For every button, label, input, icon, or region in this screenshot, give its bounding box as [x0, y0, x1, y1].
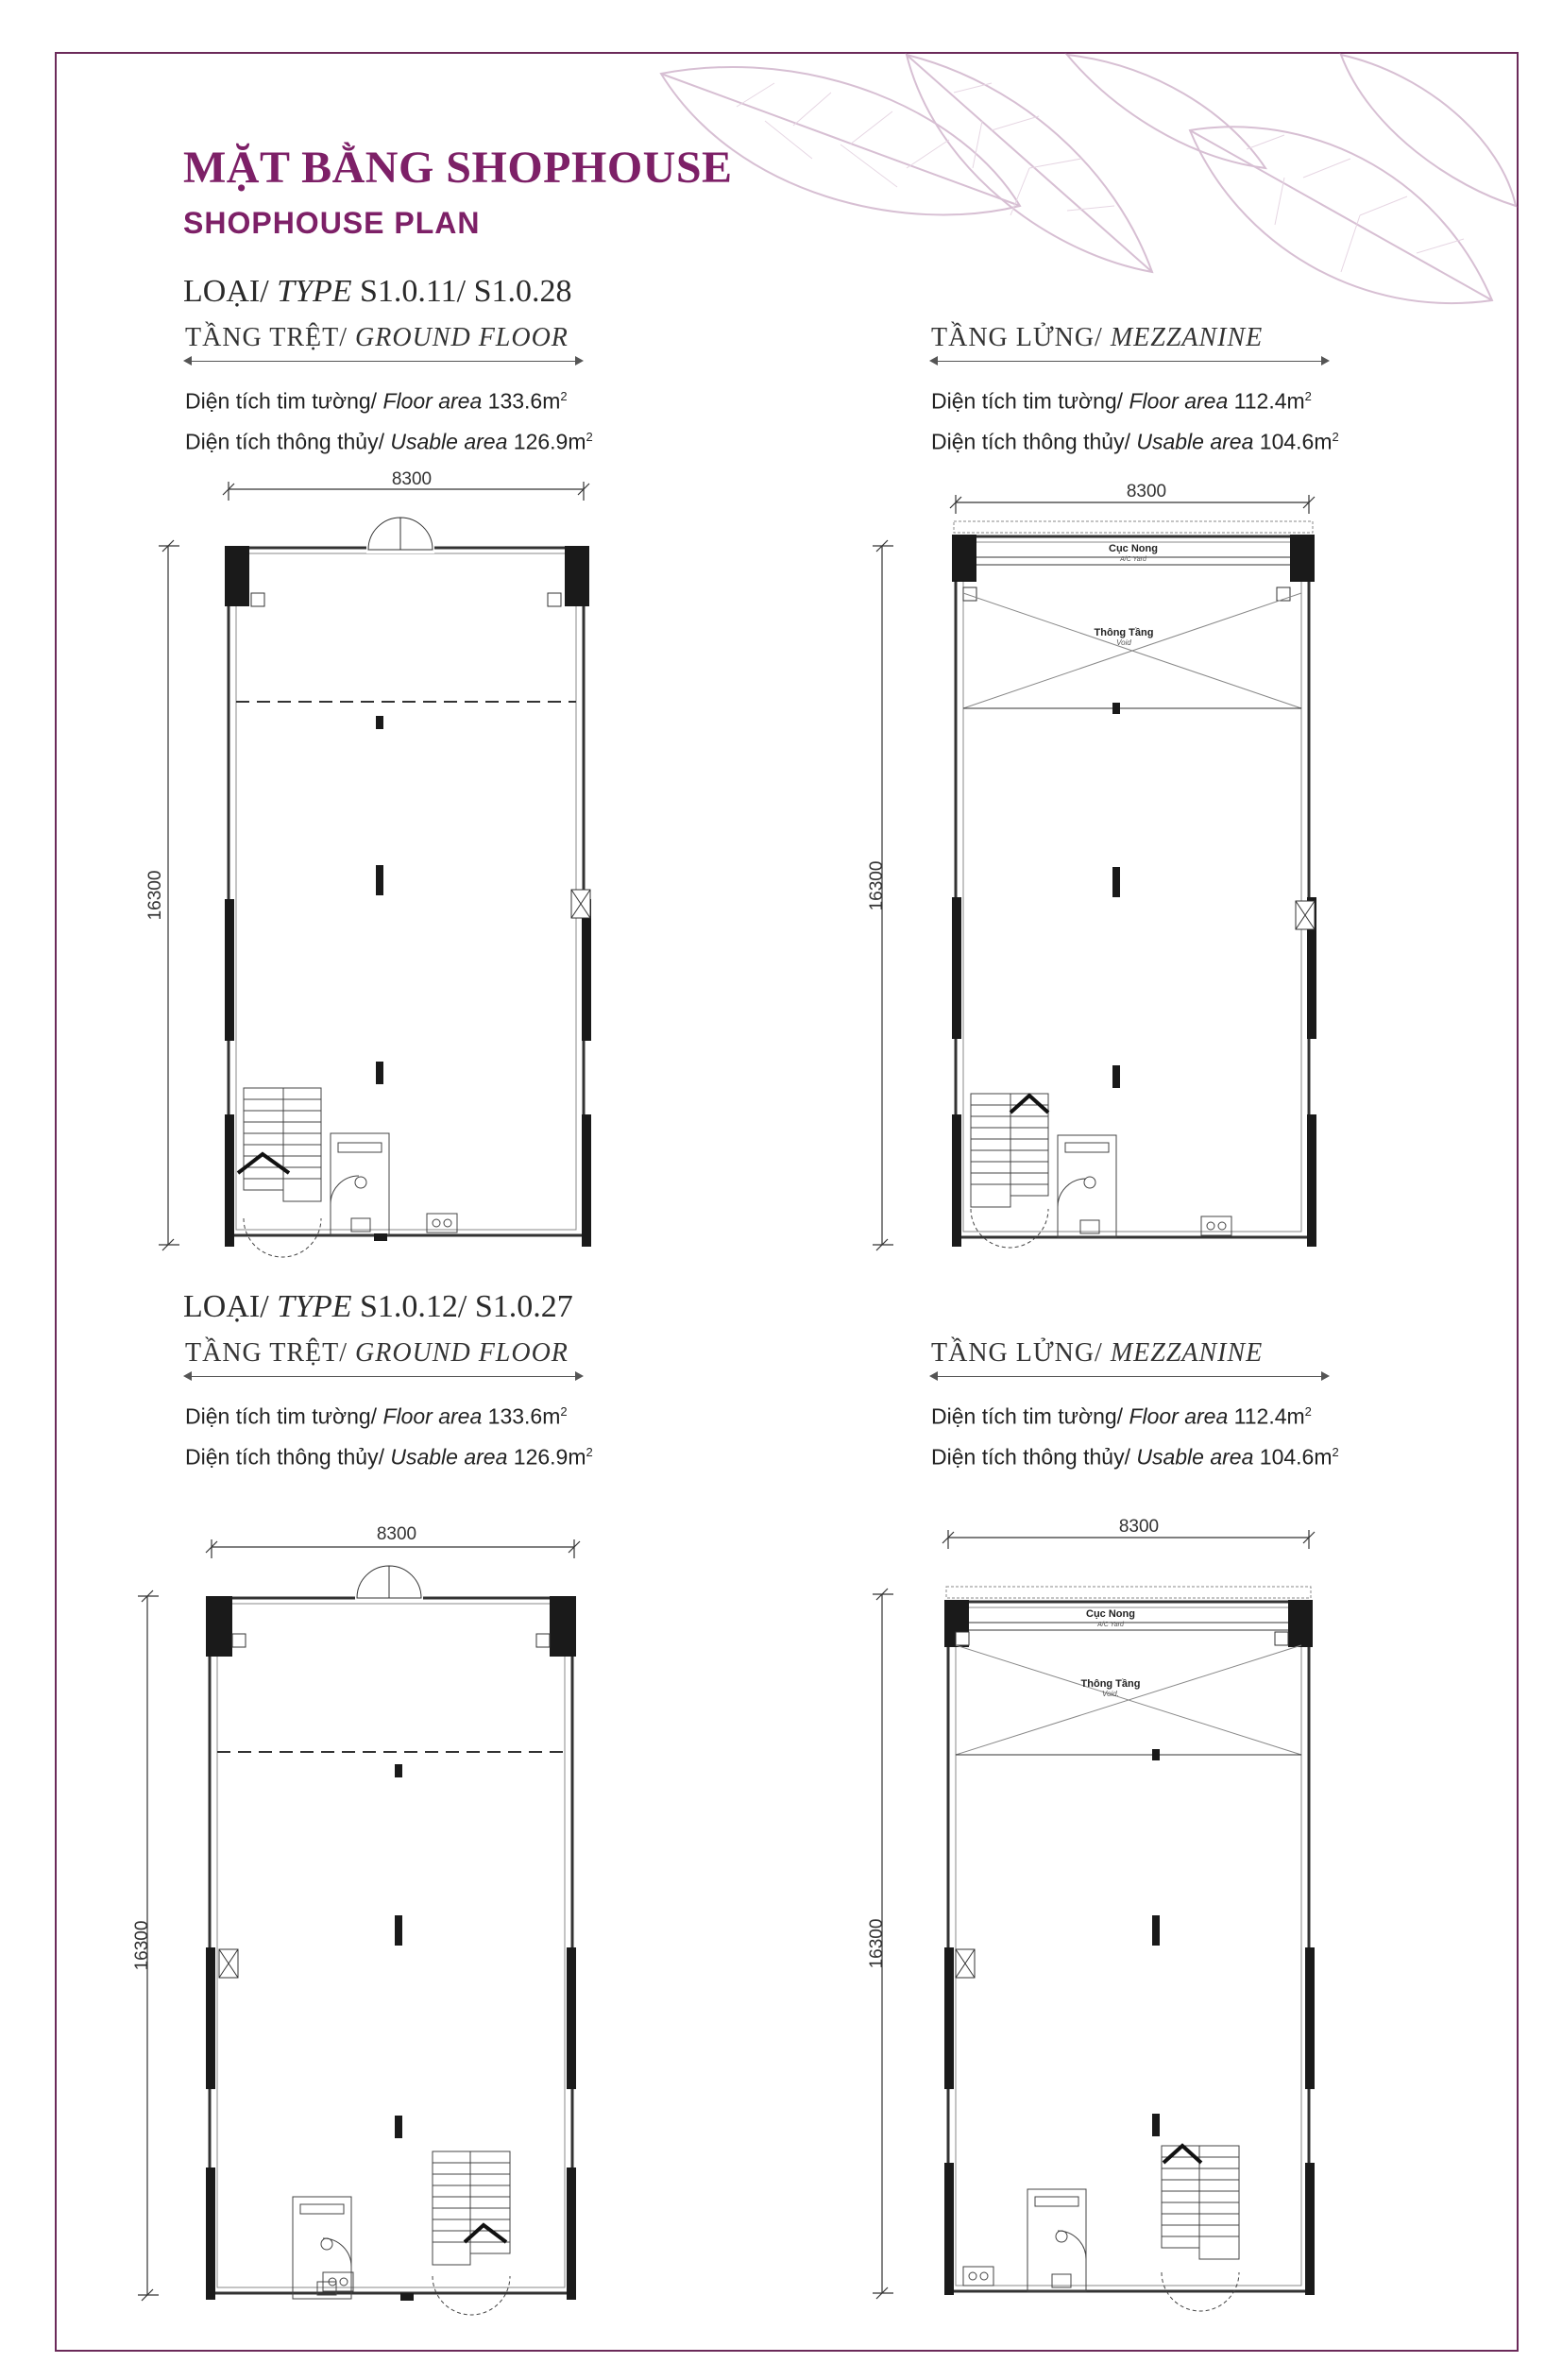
dim-width-label: 8300: [1126, 482, 1167, 502]
floor-label-rule: [931, 361, 1328, 362]
type-word: TYPE: [277, 1289, 352, 1324]
floor-area-sup: 2: [560, 1404, 568, 1419]
area-lines: [185, 1394, 620, 1474]
floor-plan-type1-ground: [142, 469, 614, 1256]
usable-area-line: [185, 1435, 620, 1475]
void-label: Thông Tầng: [1080, 1678, 1141, 1690]
usable-area-vi: Diện tích thông thủy/: [931, 429, 1137, 454]
dim-width-label: 8300: [376, 1524, 417, 1544]
ac-yard-sublabel: A/C Yard: [1097, 1622, 1124, 1628]
floor-area-value: 112.4m: [1228, 388, 1305, 414]
floor-area-line: [931, 1394, 1366, 1435]
floor-plan-type2-ground: [132, 1511, 614, 2304]
ac-yard-sublabel: A/C Yard: [1120, 556, 1146, 563]
floor-area-line: [185, 1394, 620, 1435]
floor-info-type2-ground: [185, 1338, 620, 1474]
usable-area-sup: 2: [1332, 1444, 1339, 1459]
usable-area-sup: 2: [1332, 429, 1339, 444]
dim-height-label: 16300: [867, 1918, 887, 1969]
floor-area-en: Floor area: [1129, 1403, 1229, 1429]
floor-plan-type1-mezzanine: [869, 482, 1341, 1256]
floor-area-line: [931, 379, 1366, 419]
area-lines: [185, 379, 620, 459]
floor-area-vi: Diện tích tim tường/: [185, 1403, 383, 1429]
floor-area-en: Floor area: [1129, 388, 1229, 414]
floor-label-vi: TẦNG LỬNG/: [931, 1338, 1111, 1368]
usable-area-en: Usable area: [1136, 429, 1254, 454]
page-subtitle: SHOPHOUSE PLAN: [183, 206, 481, 240]
usable-area-sup: 2: [586, 1444, 593, 1459]
type-prefix: LOẠI/: [183, 1289, 278, 1324]
floor-label-en: GROUND FLOOR: [355, 1338, 569, 1368]
dim-height-label: 16300: [132, 1920, 152, 1971]
floor-area-en: Floor area: [382, 388, 483, 414]
floor-area-value: 133.6m: [482, 1403, 561, 1429]
ac-yard-label: Cục Nong: [1086, 1608, 1135, 1620]
floor-label-vi: TẦNG TRỆT/: [185, 323, 356, 352]
dim-width-label: 8300: [391, 469, 433, 489]
dim-height-label: 16300: [867, 860, 887, 911]
usable-area-sup: 2: [586, 429, 593, 444]
void-sublabel: Void: [1116, 638, 1131, 647]
floor-label-en: MEZZANINE: [1110, 323, 1264, 352]
type-codes: S1.0.12/ S1.0.27: [351, 1289, 573, 1324]
floor-area-sup: 2: [1304, 1404, 1312, 1419]
floor-area-sup: 2: [560, 389, 568, 403]
floor-area-vi: Diện tích tim tường/: [931, 1403, 1129, 1429]
floor-label: [185, 1338, 620, 1374]
floor-label-rule: [931, 1376, 1328, 1377]
usable-area-value: 126.9m: [507, 1444, 586, 1470]
floor-label-vi: TẦNG TRỆT/: [185, 1338, 356, 1368]
floor-area-vi: Diện tích tim tường/: [185, 388, 383, 414]
usable-area-value: 104.6m: [1253, 1444, 1333, 1470]
usable-area-vi: Diện tích thông thủy/: [185, 1444, 391, 1470]
floor-label: [931, 323, 1366, 359]
type-heading-1: [183, 274, 572, 310]
usable-area-value: 126.9m: [507, 429, 586, 454]
dim-height-label: 16300: [145, 870, 165, 921]
floor-label-vi: TẦNG LỬNG/: [931, 323, 1111, 352]
floor-area-line: [185, 379, 620, 419]
floor-label-rule: [185, 361, 582, 362]
usable-area-value: 104.6m: [1253, 429, 1333, 454]
usable-area-line: [185, 419, 620, 460]
ac-yard-label: Cục Nong: [1109, 543, 1158, 554]
floor-label-en: MEZZANINE: [1110, 1338, 1264, 1368]
floor-label-rule: [185, 1376, 582, 1377]
floor-info-type1-mezzanine: [931, 323, 1366, 459]
floor-label: [185, 323, 620, 359]
area-lines: [931, 1394, 1366, 1474]
floor-label-en: GROUND FLOOR: [355, 323, 569, 352]
usable-area-vi: Diện tích thông thủy/: [185, 429, 391, 454]
type-prefix: LOẠI/: [183, 274, 278, 309]
floor-area-value: 112.4m: [1228, 1403, 1305, 1429]
page-title: MẶT BẰNG SHOPHOUSE: [183, 143, 733, 193]
usable-area-en: Usable area: [1136, 1444, 1254, 1470]
floor-label: [931, 1338, 1366, 1374]
floor-info-type1-ground: [185, 323, 620, 459]
dim-width-label: 8300: [1118, 1517, 1160, 1537]
void-sublabel: Void.: [1102, 1690, 1119, 1698]
type-word: TYPE: [277, 274, 352, 309]
type-codes: S1.0.11/ S1.0.28: [351, 274, 572, 309]
usable-area-vi: Diện tích thông thủy/: [931, 1444, 1137, 1470]
floor-area-vi: Diện tích tim tường/: [931, 388, 1129, 414]
area-lines: [931, 379, 1366, 459]
usable-area-line: [931, 1435, 1366, 1475]
usable-area-en: Usable area: [390, 429, 508, 454]
usable-area-line: [931, 419, 1366, 460]
decorative-leaves-graphic: [623, 55, 1516, 357]
floor-area-en: Floor area: [382, 1403, 483, 1429]
usable-area-en: Usable area: [390, 1444, 508, 1470]
type-heading-2: [183, 1289, 573, 1325]
floor-info-type2-mezzanine: [931, 1338, 1366, 1474]
floor-area-sup: 2: [1304, 389, 1312, 403]
floor-plan-type2-mezzanine: [869, 1511, 1341, 2304]
floor-area-value: 133.6m: [482, 388, 561, 414]
void-label: Thông Tầng: [1094, 627, 1154, 638]
